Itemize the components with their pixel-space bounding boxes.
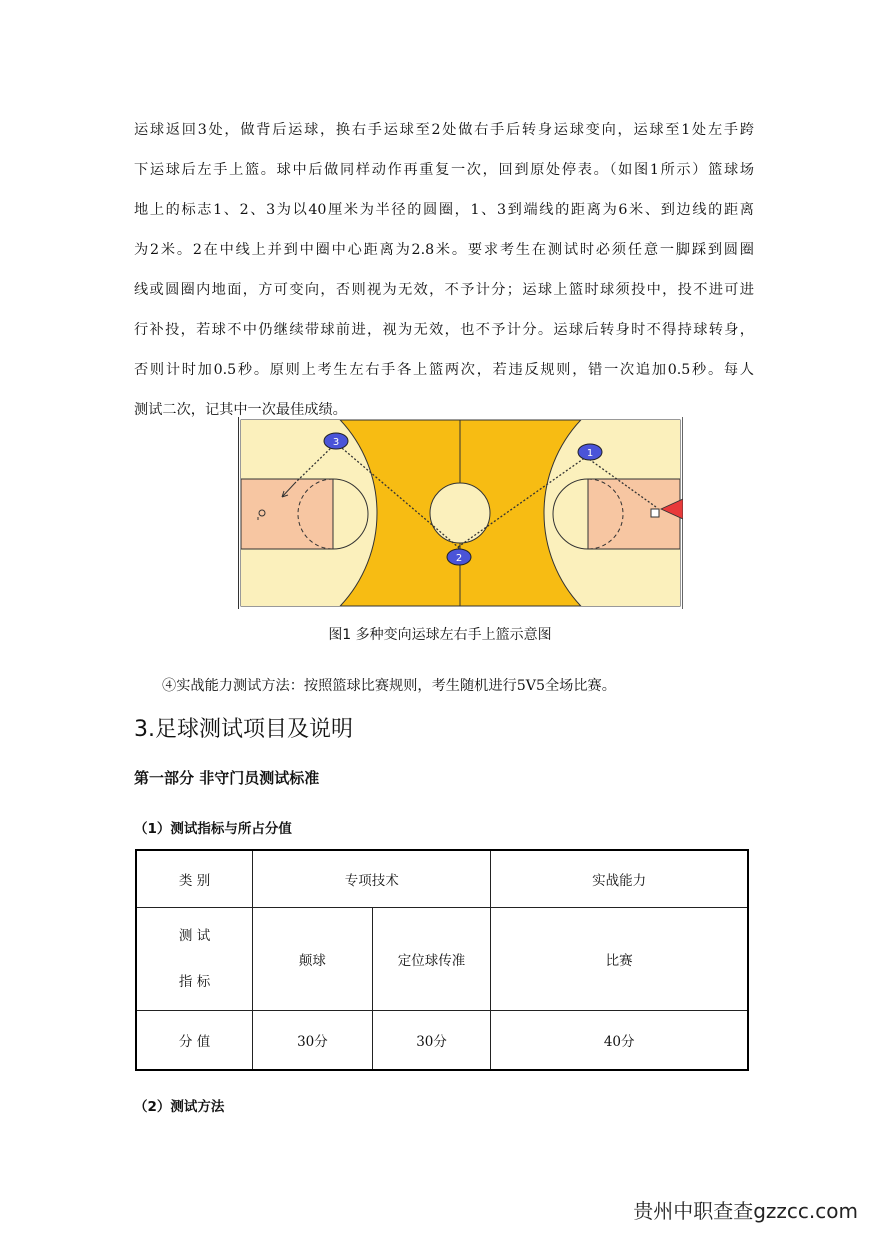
table-cell: 专项技术 xyxy=(253,850,491,908)
left-key xyxy=(241,479,333,549)
score-table xyxy=(135,849,749,1071)
paragraph-line: 地上的标志1、2、3为以40厘米为半径的圆圈，1、3到端线的距离为6米、到边线的距离 xyxy=(134,202,754,218)
table-row xyxy=(136,908,748,1011)
table-cell: 定位球传准 xyxy=(372,908,491,1011)
table-cell xyxy=(136,908,253,1011)
subsection-title: （1）测试指标与所占分值 xyxy=(134,821,292,837)
marker-3 xyxy=(324,433,348,449)
part-title: 第一部分 非守门员测试标准 xyxy=(134,769,320,787)
marker-label: 1 xyxy=(586,448,594,459)
center-circle xyxy=(430,483,490,543)
paragraph-line: 行补投，若球不中仍继续带球前进，视为无效，也不予计分。运球后转身时不得持球转身， xyxy=(134,322,754,338)
table-cell: 比赛 xyxy=(491,908,748,1011)
table-cell: 实战能力 xyxy=(491,850,748,908)
table-cell-line: 测 试 xyxy=(178,928,211,944)
marker-2 xyxy=(447,549,471,565)
start-marker xyxy=(651,509,659,517)
paragraph-line: 为2米。2在中线上并到中圈中心距离为2.8米。要求考生在测试时必须任意一脚踩到圆圈 xyxy=(134,242,754,258)
paragraph-line: 运球返回3处，做背后运球，换右手运球至2处做右手后转身运球变向，运球至1处左手跨 xyxy=(134,122,754,138)
paragraph-line: 否则计时加0.5秒。原则上考生左右手各上篮两次，若违反规则，错一次追加0.5秒。每人 xyxy=(134,362,754,378)
marker-label: 3 xyxy=(332,437,340,448)
combat-method-text: ④实战能力测试方法：按照篮球比赛规则，考生随机进行5V5全场比赛。 xyxy=(162,678,616,694)
basketball-court-diagram xyxy=(238,417,683,609)
rules-paragraph xyxy=(134,110,754,430)
table-cell: 30分 xyxy=(253,1011,373,1071)
table-cell: 30分 xyxy=(372,1011,491,1071)
figure-caption: 图1 多种变向运球左右手上篮示意图 xyxy=(328,627,552,643)
marker-1 xyxy=(578,444,602,460)
table-row xyxy=(136,1011,748,1071)
subsection-title: （2）测试方法 xyxy=(134,1099,225,1115)
watermark: 贵州中职查查gzzcc.com xyxy=(633,1199,858,1223)
paragraph-line: 线或圆圈内地面，方可变向，否则视为无效，不予计分；运球上篮时球须投中，投不进可进 xyxy=(134,282,754,298)
paragraph-line: 测试二次，记其中一次最佳成绩。 xyxy=(134,402,347,418)
right-key xyxy=(588,479,680,549)
section-title: 3.足球测试项目及说明 xyxy=(134,717,353,742)
table-cell: 40分 xyxy=(491,1011,748,1071)
table-row xyxy=(136,850,748,908)
table-cell-line: 指 标 xyxy=(178,974,211,990)
table-cell: 颠球 xyxy=(253,908,373,1011)
table-cell: 类 别 xyxy=(136,850,253,908)
paragraph-line: 下运球后左手上篮。球中后做同样动作再重复一次，回到原处停表。（如图1所示）篮球场 xyxy=(134,162,754,178)
table-cell: 分 值 xyxy=(136,1011,253,1071)
marker-label: 2 xyxy=(455,553,463,564)
